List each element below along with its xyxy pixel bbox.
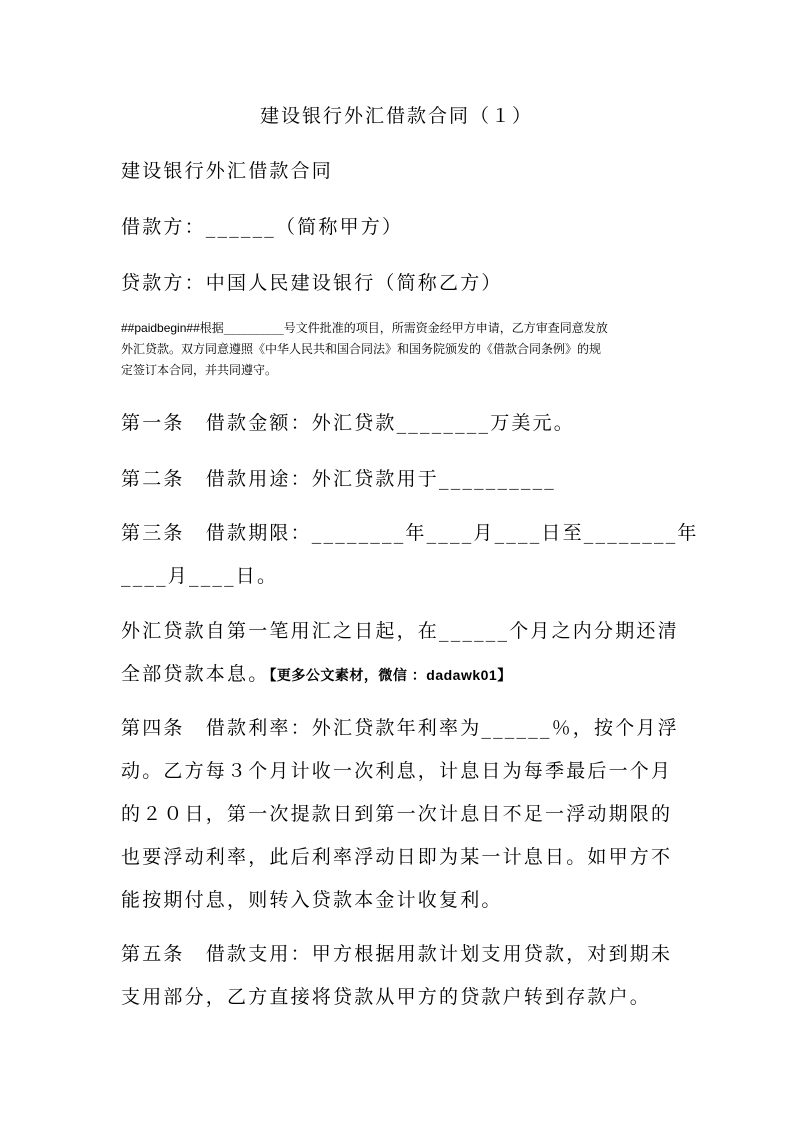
article-4-line-4: 也要浮动利率，此后利率浮动日即为某一计息日。如甲方不 — [121, 846, 673, 868]
article-4-line-1: 第四条 借款利率：外汇贷款年利率为______％，按个月浮 — [121, 717, 679, 739]
lender-line: 贷款方：中国人民建设银行（简称乙方） — [121, 272, 503, 294]
repay-line-1: 外汇贷款自第一笔用汇之日起，在______个月之内分期还清 — [121, 620, 679, 642]
borrower-line: 借款方：______（简称甲方） — [121, 216, 404, 238]
paid-marker: ##paidbegin## — [121, 321, 200, 335]
article-5-line-2: 支用部分，乙方直接将贷款从甲方的贷款户转到存款户。 — [121, 986, 652, 1008]
intro-line-3: 定签订本合同，并共同遵守。 — [121, 363, 278, 377]
contract-heading: 建设银行外汇借款合同 — [121, 160, 334, 182]
intro-line-1 — [121, 318, 677, 339]
article-5-line-1: 第五条 借款支用：甲方根据用款计划支用贷款，对到期未 — [121, 943, 673, 965]
intro-line-1-text: 根据__________号文件批准的项目，所需资金经甲方申请，乙方审查同意发放 — [199, 321, 608, 335]
repay-line-2 — [121, 661, 512, 688]
promo-note: 【更多公文素材，微信 ：dadawk01】 — [269, 667, 512, 683]
article-4-line-2: 动。乙方每３个月计收一次利息，计息日为每季最后一个月 — [121, 760, 673, 782]
article-1: 第一条 借款金额：外汇贷款________万美元。 — [121, 412, 576, 434]
document-title: 建设银行外汇借款合同（１） — [259, 105, 533, 127]
article-4-line-5: 能按期付息，则转入贷款本金计收复利。 — [121, 889, 503, 911]
article-3-line-2: ____月____日。 — [121, 565, 279, 587]
intro-paragraph — [121, 318, 677, 381]
article-2: 第二条 借款用途：外汇贷款用于__________ — [121, 468, 557, 490]
article-3-line-1: 第三条 借款期限：________年____月____日至________年 — [121, 522, 699, 544]
intro-line-2: 外汇贷款。双方同意遵照《中华人民共和国合同法》和国务院颁发的《借款合同条例》的规 — [121, 342, 602, 356]
repay-line-2-text: 全部贷款本息。 — [121, 663, 270, 685]
article-4-line-3: 的２０日，第一次提款日到第一次计息日不足一浮动期限的 — [121, 803, 673, 825]
